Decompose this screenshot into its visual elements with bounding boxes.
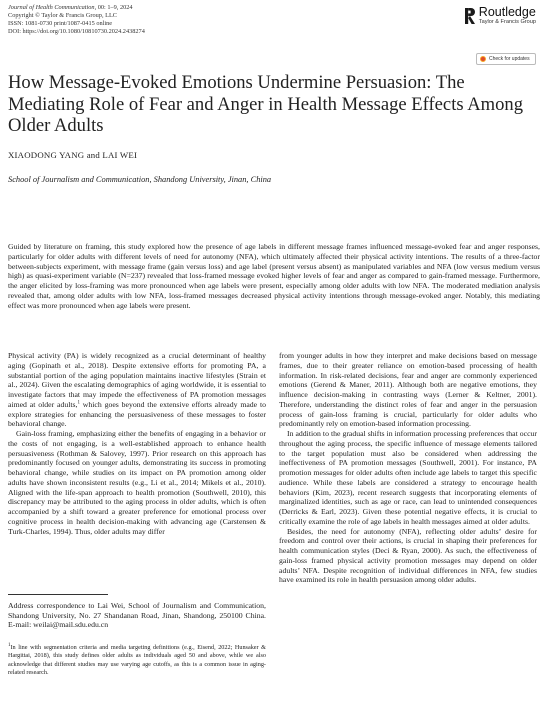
paragraph: Besides, the need for autonomy (NFA), reflecting older adults’ desire for freedom and control over their actions, is crucial in shaping their preferences for health communication styles (Deci & Ryan, 2000). As such, the effectiveness of gain-loss framed physical activity promotion messages may depend on older adults’ NFA. Despite recognition of individual differences in NFA, few studies have examined its role in health persuasion among older adults. bbox=[279, 526, 537, 585]
footnote bbox=[8, 644, 266, 677]
publisher-name: Routledge bbox=[478, 5, 536, 19]
paragraph-text: which goes beyond the extensive efforts already made to explore strategies for enhancing the persuasiveness of these messages to foster behavioral change. bbox=[8, 399, 266, 429]
copyright: Copyright © Taylor & Francis Group, LLC bbox=[8, 12, 117, 19]
journal-meta: , 00: 1–9, 2024 bbox=[94, 4, 133, 11]
doi-link[interactable]: DOI: https://doi.org/10.1080/10810730.2024.2438274 bbox=[8, 28, 145, 35]
article-authors: XIAODONG YANG and LAI WEI bbox=[8, 150, 138, 160]
check-updates-button[interactable] bbox=[476, 53, 536, 65]
journal-title: Journal of Health Communication bbox=[8, 4, 95, 11]
paragraph bbox=[8, 351, 266, 429]
footnote-text: In line with segmentation criteria and media targeting definitions (e.g., Eisend, 2022; Hunsaker & Hargittai, 2018), this study defines older adults as individuals aged 50 and above, while we also acknowledge that different studies may use varying age cutoffs, as this is a common issue in aging-related research. bbox=[8, 644, 266, 676]
article-title: How Message-Evoked Emotions Undermine Persuasion: The Mediating Role of Fear and Anger in Health Message Effects Among Older Adults bbox=[8, 72, 523, 136]
author-affiliation: School of Journalism and Communication, Shandong University, Jinan, China bbox=[8, 175, 272, 184]
correspondence-note bbox=[8, 601, 266, 630]
paragraph-text: Physical activity (PA) is widely recognized as a crucial determinant of healthy aging (Gopinath et al., 2018). Despite extensive efforts for promoting PA, a substantial portion of the aging population maintains inactive lifestyles (Strain et al., 2024). Given the escalating demographics of aging worldwide, it is essential to investigate factors that may impede the effectiveness of PA promotion messages aimed at older adults, bbox=[8, 351, 266, 409]
paragraph: Gain-loss framing, emphasizing either the benefits of engaging in a behavior or the costs of not engaging, is a well-established approach to enhance health persuasiveness (Rothman & Salovey, 1997). Prior research on this approach has predominantly focused on younger adults, demonstrating its success in promoting behavioral change, while studies on its impact on PA promotion among older adults have shown inconsistent results (e.g., Li et al., 2014; Mikels et al., 2010). Aligned with the life-span approach to health promotion (Southwell, 2010), this discrepancy may be attributed to the aging process in older adults, which is often accompanied by a shift toward a greater preference for emotional process over cognitive process in health decision-making with advancing age (Carstensen & Turk-Charles, 1994). Thus, older adults may differ bbox=[8, 429, 266, 536]
paragraph: from younger adults in how they interpret and make decisions based on message frames, due to their greater reliance on emotion-based processing of health information. In risk-related decisions, fear and anger are commonly experienced emotions (Gerend & Maner, 2011). Although both are negative emotions, they influence decision-making in contrasting ways (Lerner & Keltner, 2001). Therefore, understanding the distinct roles of fear and anger in the persuasion process of gain-loss framing is crucial, particularly for older adults who predominantly rely on emotion-based information processing. bbox=[279, 351, 537, 429]
footnote-ref[interactable]: 1 bbox=[77, 400, 80, 406]
journal-line bbox=[8, 4, 145, 12]
check-updates-icon bbox=[480, 56, 486, 62]
publisher-logo bbox=[465, 6, 536, 26]
routledge-r-icon bbox=[465, 8, 475, 24]
body-column-right bbox=[279, 351, 537, 585]
correspondence-text: Address correspondence to Lai Wei, School of Journalism and Communication, Shandong University, No. 27 Shandanan Road, Jinan, Shandong, 250100 China. E-mail: weilai@mail.sdu.edu.cn bbox=[8, 601, 266, 630]
paragraph: In addition to the gradual shifts in information processing preferences that occur throughout the aging process, the specific influence of message elements tailored to the target population must also be considered when addressing the ineffectiveness of PA promotion messages (Southwell, 2001). For instance, PA promotion messages for older adults often include age labels to target this specific audience. While these labels are considered a strategy to encourage health behaviors (Kim, 2023), recent research suggests that incorporating elements of marginalized identities, such as age or race, can lead to unintended consequences (Derricks & Earl, 2023). Given these potential negative effects, it is crucial to critically examine the role of age labels in health messages aimed at older adults. bbox=[279, 429, 537, 526]
issn: ISSN: 1081-0730 print/1087-0415 online bbox=[8, 20, 113, 27]
body-column-left bbox=[8, 351, 266, 536]
publisher-tagline: Taylor & Francis Group bbox=[478, 19, 536, 25]
abstract: Guided by literature on framing, this study explored how the presence of age labels in different message frames influenced message-evoked fear and anger responses, particularly for older adults with different levels of need for autonomy (NFA), which ultimately affected their physical activity intentions. The results of a three-factor between-subjects experiment, with message frame (gain versus loss) and age label (present versus absent) as manipulated variables and NFA (low versus medium versus high) as quasi-experiment variable (N=237) revealed that loss-framed message evoked higher levels of fear and anger as compared to gain-framed message. Furthermore, the anger elicited by loss-framing was more pronounced when age labels were present, especially among older adults with low NFA. The moderated mediation analysis revealed that, among older adults with low NFA, loss-framed messages decreased physical activity intentions through message-evoked anger. Notably, this mediating effect was more pronounced when age labels were present. bbox=[8, 242, 540, 310]
journal-info bbox=[8, 4, 145, 36]
footnote-mark: 1 bbox=[8, 642, 11, 648]
footnote-divider bbox=[8, 594, 108, 595]
check-updates-label: Check for updates bbox=[489, 56, 530, 62]
